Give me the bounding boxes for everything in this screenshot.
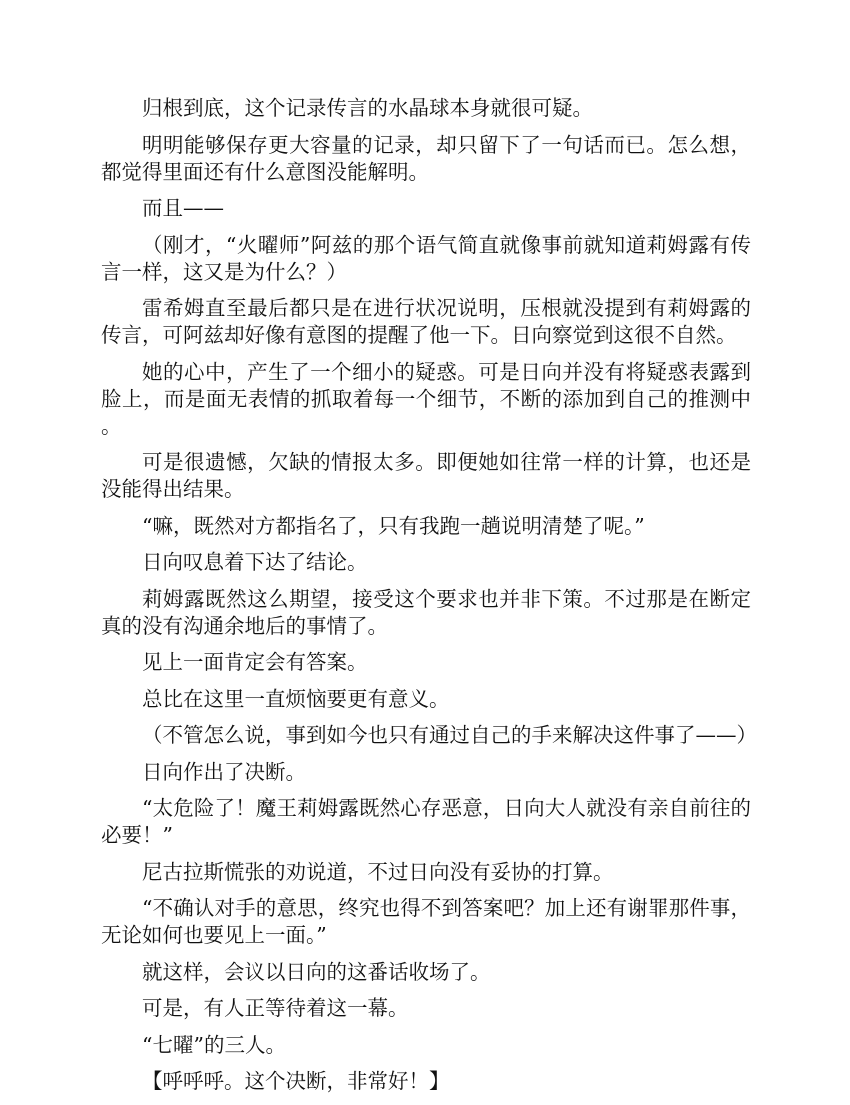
paragraph: 可是，有人正等待着这一幕。 bbox=[142, 996, 409, 1020]
paragraph: （刚才，“火曜师”阿兹的那个语气简直就像事前就知道莉姆露有传言一样，这又是为什么？） bbox=[101, 232, 751, 284]
paragraph: 尼古拉斯慌张的劝说道，不过日向没有妥协的打算。 bbox=[142, 859, 614, 884]
paragraph: 总比在这里一直烦恼要更有意义。 bbox=[142, 686, 450, 711]
paragraph: 明明能够保存更大容量的记录，却只留下了一句话而已。怎么想，都觉得里面还有什么意图没能解明。 bbox=[101, 132, 751, 184]
paragraph: 见上一面肯定会有答案。 bbox=[142, 650, 368, 674]
paragraph: “太危险了！魔王莉姆露既然心存恶意，日向大人就没有亲自前往的必要！” bbox=[101, 796, 751, 847]
paragraph: 可是很遗憾，欠缺的情报太多。即便她如往常一样的计算，也还是没能得出结果。 bbox=[101, 450, 751, 501]
paragraph: 【呼呼呼。这个决断，非常好！】 bbox=[142, 1069, 450, 1093]
paragraph: 就这样，会议以日向的这番话收场了。 bbox=[142, 959, 491, 984]
paragraph: “不确认对手的意思，终究也得不到答案吧？加上还有谢罪那件事，无论如何也要见上一面。” bbox=[101, 896, 751, 947]
paragraph: 日向作出了决断。 bbox=[142, 759, 306, 784]
paragraph: “嘛，既然对方都指名了，只有我跑一趟说明清楚了呢。” bbox=[142, 513, 645, 538]
paragraph: 而且—— bbox=[142, 196, 224, 220]
paragraph: 日向叹息着下达了结论。 bbox=[142, 550, 368, 574]
paragraph: 归根到底，这个记录传言的水晶球本身就很可疑。 bbox=[142, 96, 593, 120]
paragraph: 她的心中，产生了一个细小的疑惑。可是日向并没有将疑惑表露到脸上，而是面无表情的抓取着每一个细节，不断的添加到自己的推测中。 bbox=[101, 359, 751, 438]
paragraph: “七曜”的三人。 bbox=[142, 1032, 286, 1057]
body-text bbox=[101, 95, 757, 1105]
paragraph: （不管怎么说，事到如今也只有通过自己的手来解决这件事了——） bbox=[142, 723, 757, 747]
paragraph: 莉姆露既然这么期望，接受这个要求也并非下策。不过那是在断定真的没有沟通余地后的事情了。 bbox=[101, 586, 751, 638]
paragraph: 雷希姆直至最后都只是在进行状况说明，压根就没提到有莉姆露的传言，可阿兹却好像有意图的提醒了他一下。日向察觉到这很不自然。 bbox=[101, 296, 751, 347]
